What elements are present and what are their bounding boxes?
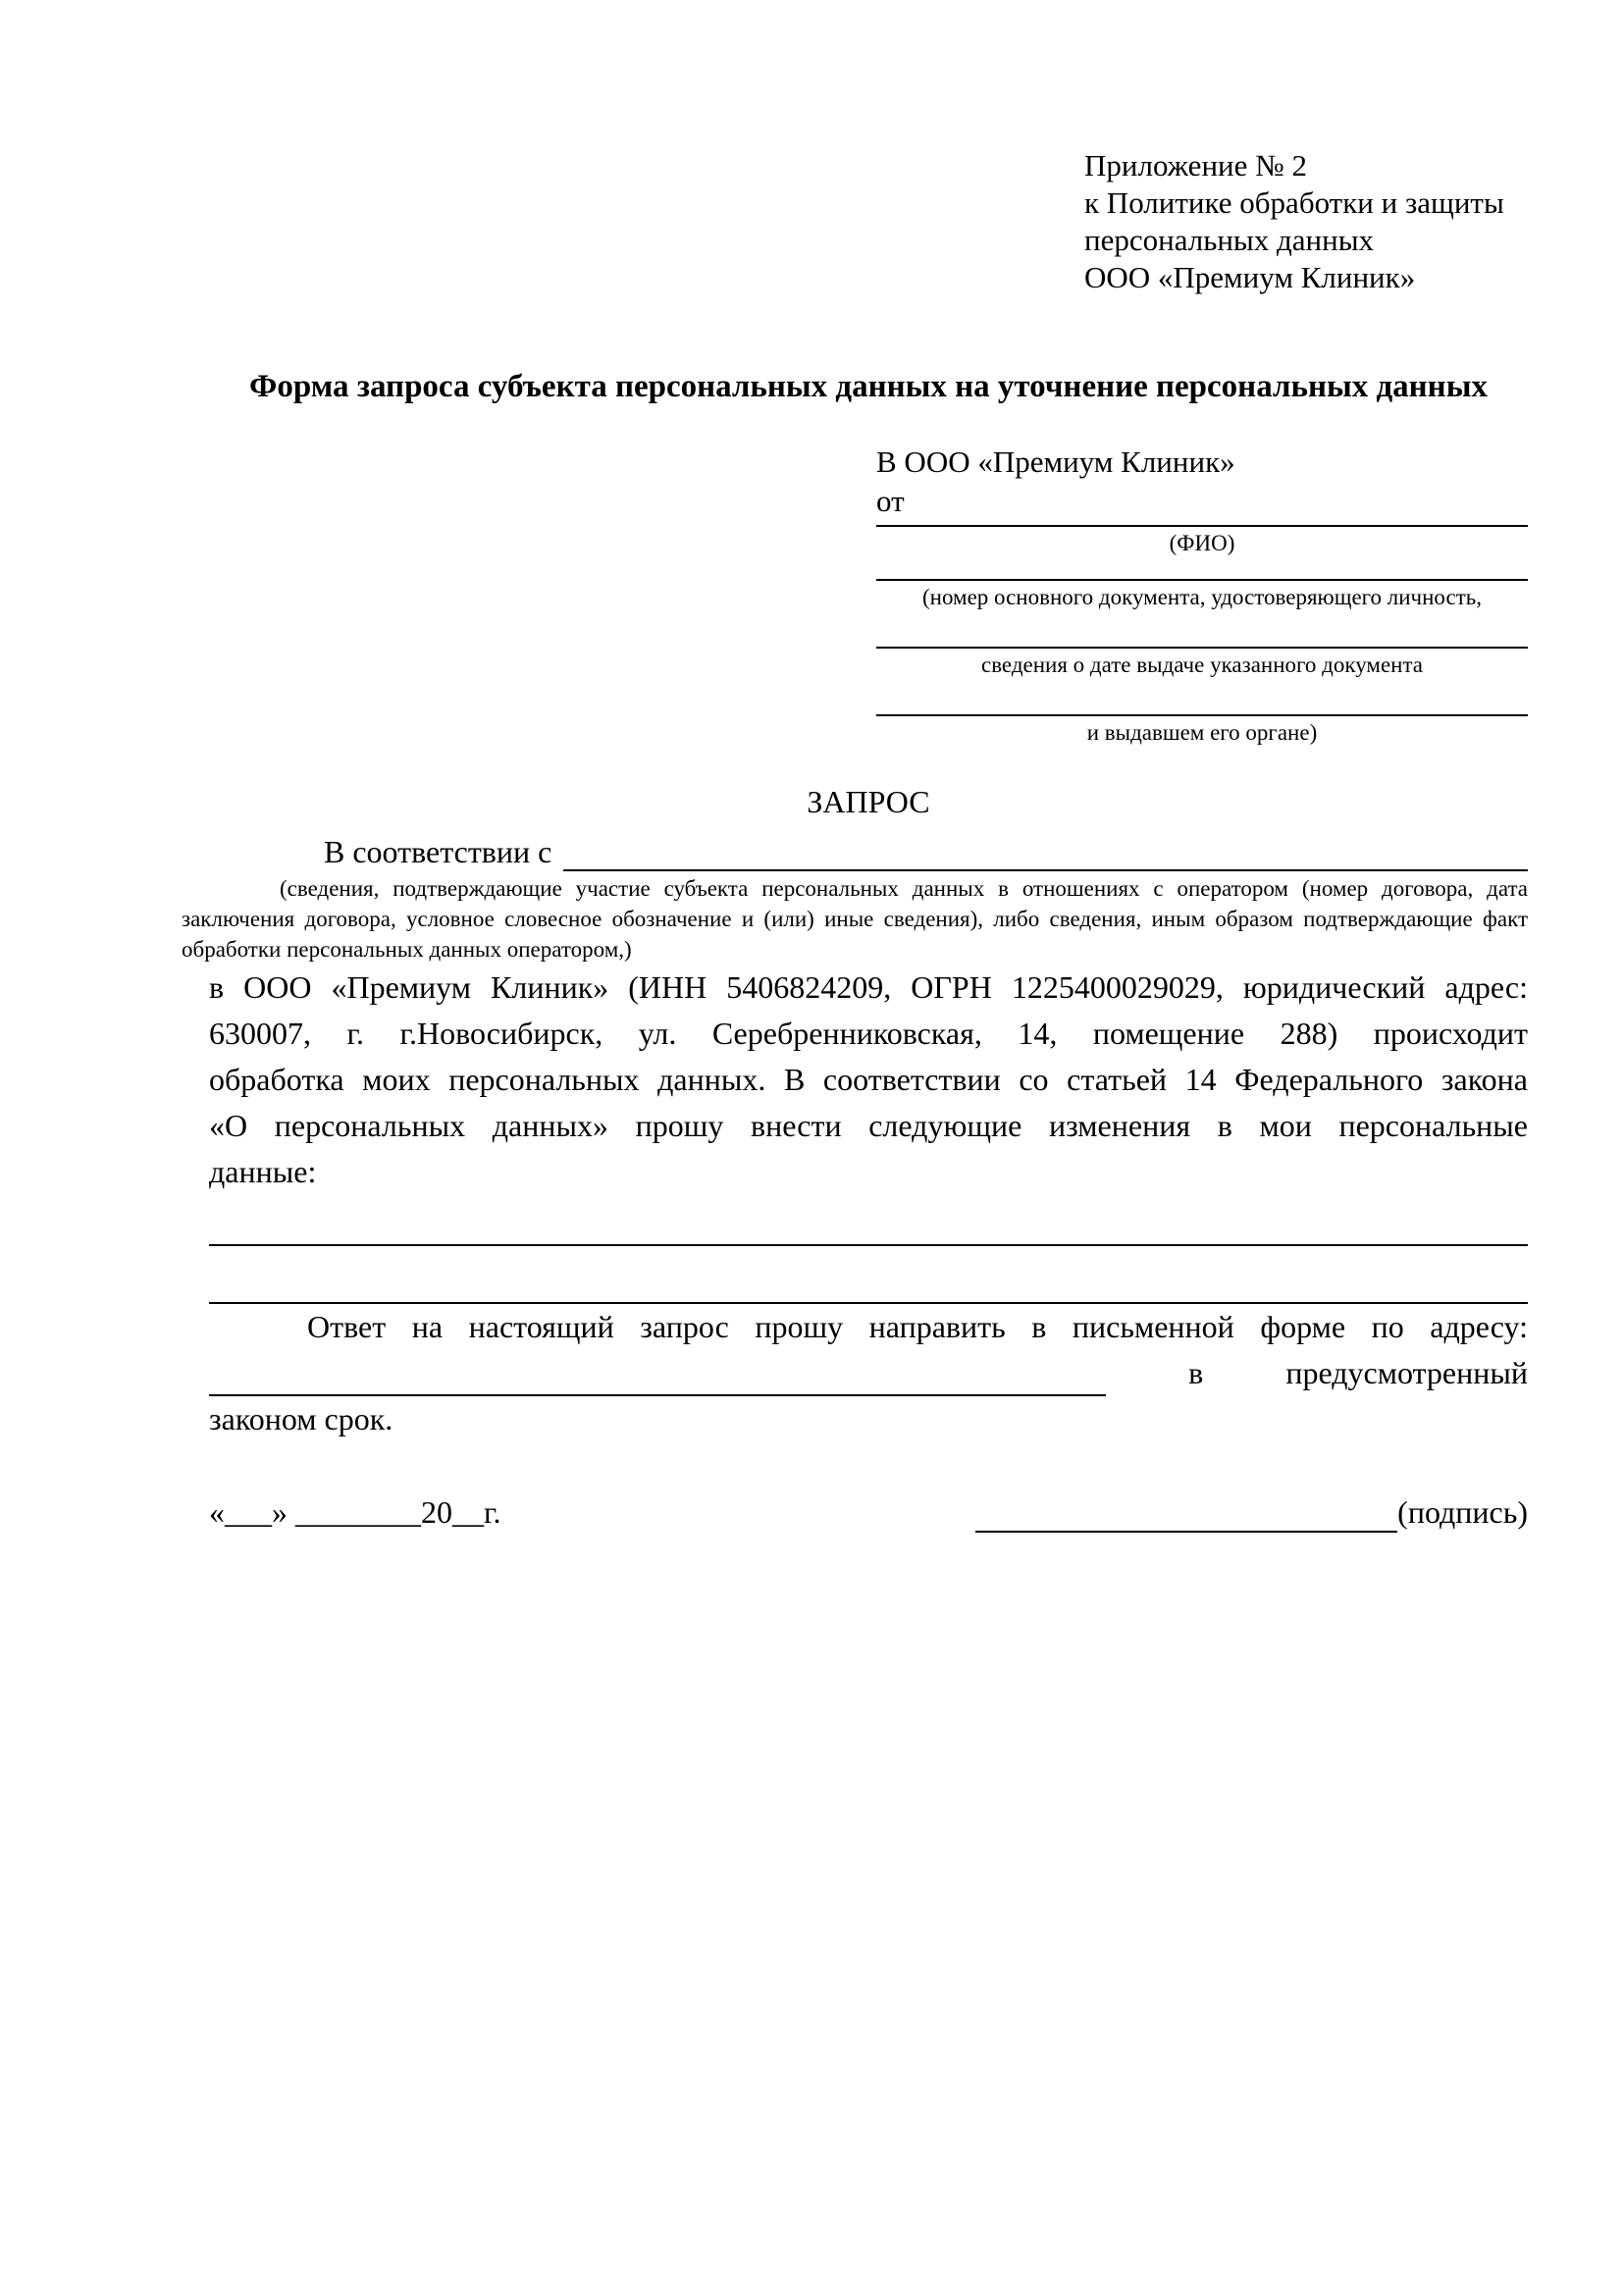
addressee-from-label: от — [876, 484, 905, 518]
body-line: «О персональных данных» прошу внести следующие изменения в мои персональные — [209, 1108, 1528, 1143]
appendix-note-line: Приложение № 2 — [1084, 148, 1307, 183]
fine-print-line: (сведения, подтверждающие участие субъекта персональных данных в отношениях с оператором (номер договора, дата — [280, 876, 1528, 901]
field-doc-issuer — [876, 679, 1528, 747]
field-fio — [876, 521, 1528, 557]
intro-blank-line — [563, 836, 1528, 871]
answer-address-row — [209, 1350, 1528, 1396]
body-paragraph — [209, 965, 1528, 1195]
answer-word: в — [1188, 1355, 1204, 1390]
body-line: обработка моих персональных данных. В соответствии со статьей 14 Федерального закона — [209, 1062, 1528, 1097]
intro-row — [209, 832, 1528, 871]
blank-line-doc-issuer — [876, 679, 1528, 716]
blank-line-changes-2 — [209, 1246, 1528, 1304]
caption-fio: (ФИО) — [1169, 531, 1235, 555]
signature-blank-line — [975, 1493, 1397, 1533]
appendix-note-line: к Политике обработки и защиты — [1084, 185, 1504, 220]
addressee-block — [876, 443, 1528, 747]
addressee-to: В ООО «Премиум Клиник» — [876, 444, 1235, 479]
intro-prefix: В соответствии с — [324, 834, 552, 869]
blank-line-changes-1 — [209, 1195, 1528, 1246]
body-line: данные: — [209, 1154, 317, 1189]
document-title: Форма запроса субъекта персональных данных на уточнение персональных данных — [249, 369, 1488, 404]
body-line: в ООО «Премиум Клиник» (ИНН 5406824209, ОГРН 1225400029029, юридический адрес: — [209, 969, 1528, 1005]
request-heading: ЗАПРОС — [807, 784, 930, 819]
caption-doc-date: сведения о дате выдаче указанного документа — [980, 652, 1424, 677]
answer-line: Ответ на настоящий запрос прошу направить в письменной форме по адресу: — [307, 1309, 1528, 1344]
fine-print-line: обработки персональных данных оператором,) — [182, 937, 632, 962]
answer-tail: законом срок. — [209, 1401, 393, 1436]
blank-line-address — [209, 1355, 1106, 1396]
appendix-note-line: персональных данных — [1084, 223, 1375, 257]
caption-doc-issuer: и выдавшем его органе) — [1086, 720, 1318, 745]
signature-caption: (подпись) — [1397, 1494, 1528, 1530]
field-doc-number — [876, 557, 1528, 611]
blank-line-doc-date — [876, 611, 1528, 649]
footer-row — [209, 1491, 1528, 1533]
appendix-note — [1084, 147, 1528, 296]
field-doc-date — [876, 611, 1528, 679]
answer-word: предусмотренный — [1285, 1355, 1528, 1390]
date-field: «___» ________20__г. — [209, 1494, 501, 1530]
fine-print-line: заключения договора, условное словесное обозначение и (или) иные сведения), либо сведения, иным образом подтверждающие факт — [182, 907, 1528, 931]
appendix-note-line: ООО «Премиум Клиник» — [1084, 260, 1416, 294]
body-line: 630007, г. г.Новосибирск, ул. Серебренниковская, 14, помещение 288) происходит — [209, 1016, 1528, 1051]
blank-line-doc-number — [876, 557, 1528, 581]
fine-print — [182, 873, 1528, 965]
caption-doc-number: (номер основного документа, удостоверяющего личность, — [921, 585, 1482, 609]
signature-group — [975, 1491, 1528, 1533]
